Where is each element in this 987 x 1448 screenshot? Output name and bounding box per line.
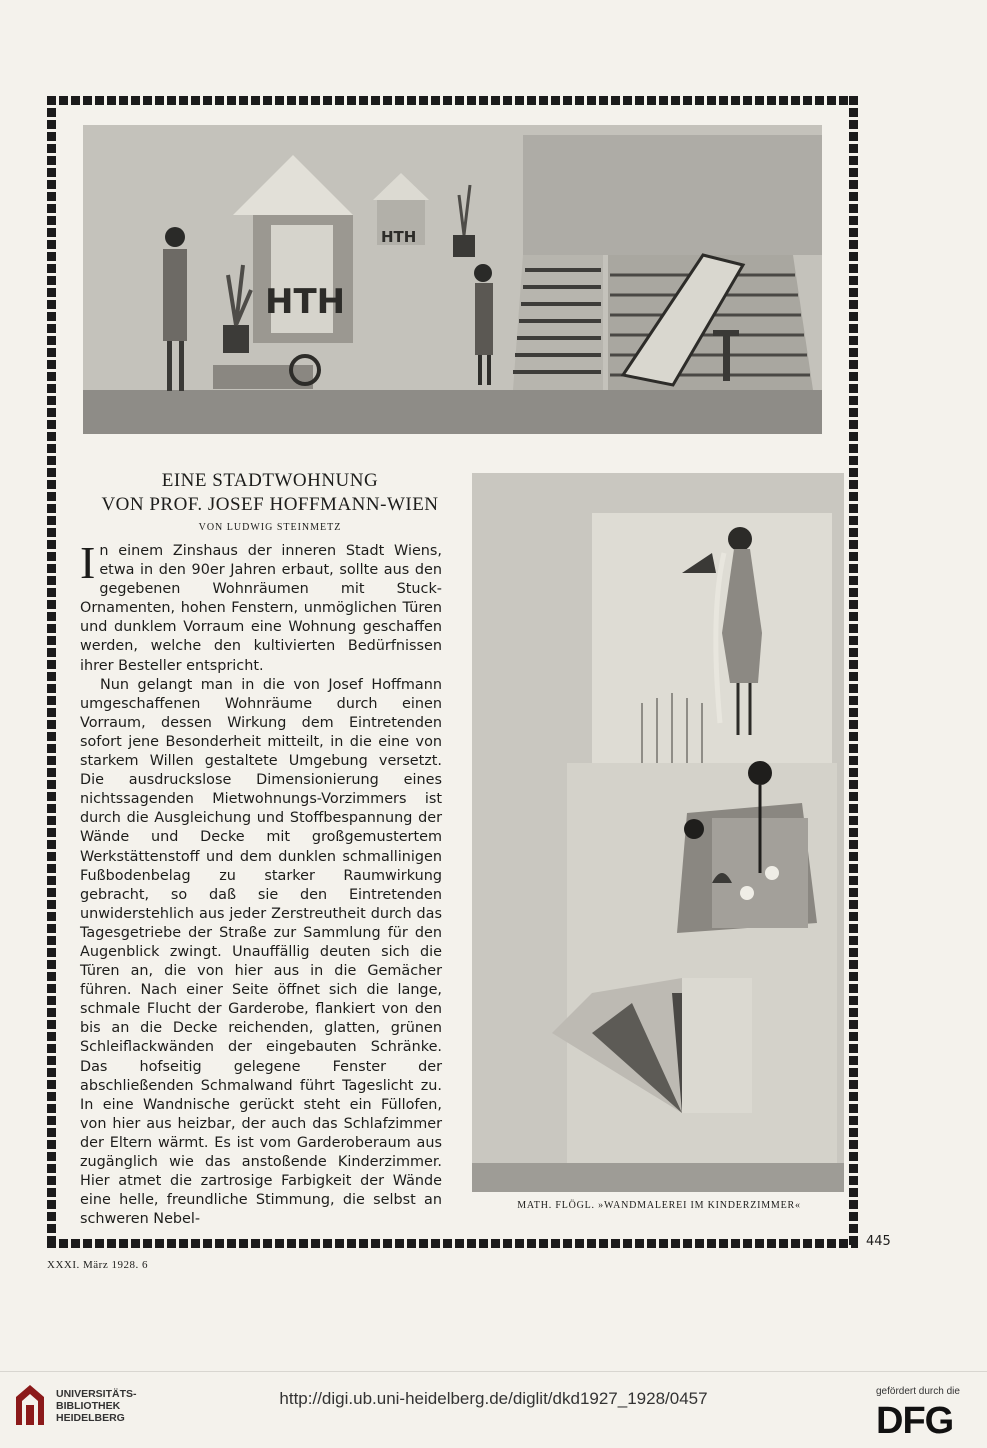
page-number: 445 [866, 1234, 891, 1249]
mural-illustration [83, 125, 822, 434]
dfg-logo: DFG [876, 1400, 954, 1442]
article-byline: VON LUDWIG STEINMETZ [198, 522, 342, 533]
nursery-mural-photo [472, 473, 844, 1192]
mural-monogram-large: HTH [265, 282, 346, 322]
volume-line: XXXI. März 1928. 6 [47, 1259, 148, 1271]
frame-left-border [47, 96, 56, 1248]
frame-top-border [47, 96, 858, 105]
article-body [80, 537, 442, 1229]
frame-bottom-border [47, 1239, 858, 1248]
source-url-link[interactable]: http://digi.ub.uni-heidelberg.de/diglit/dkd1927_1928/0457 [279, 1389, 708, 1408]
article-title-line1: EINE STADTWOHNUNG [161, 470, 379, 491]
nursery-mural-illustration [472, 473, 844, 1192]
mural-monogram-small: HTH [381, 228, 417, 246]
article-paragraph-1 [80, 537, 442, 676]
drop-cap: I [80, 537, 96, 588]
top-mural-photo [83, 125, 822, 434]
article-paragraph-2: Nun gelangt man in die von Josef Hoffmann umgeschaffenen Wohnräume durch einen Vorraum, dessen Wirkung dem Eintretenden sofort jene Besonderheit mitteilt, in die eine von starkem Willen gestaltete Umgebung versetzt. Die ausdruckslose Dimensionierung eines nichtssagenden Mietwohnungs-Vorzimmers ist durch die Ausgleichung und Stoffbespannung der Wände und Decke mit großgemustertem Werkstättenstoff und dem dunklen schmallinigen Fußbodenbelag zu starker Raumwirkung gebracht, so daß sie den Eintretenden unwiderstehlich aus jeder Zerstreutheit durch das Tagesgetriebe der Straße zur Sammlung für den Augenblick zwingt. Unauffällig deuten sich die Türen an, die von hier aus in die Gemächer führen. Nach einer Seite öffnet sich die lange, schmale Flucht der Garderobe, flankiert von den bis an die Decke reichenden, glatten, grünen Schleiflackwänden der eingebauten Schränke. Das hofseitig gelegene Fenster der abschließenden Schmalwand führt Tageslicht zu. In eine Wandnische gerückt steht ein Füllofen, von hier aus heizbar, der auch das Schlafzimmer der Eltern wärmt. Es ist vom Garderoberaum aus zugänglich wie das anstoßende Kinderzimmer. Hier atmet die zartrosige Farbigkeit der Wände eine helle, freundliche Stimmung, die selbst an schweren Nebel- [80, 676, 442, 1228]
paragraph-1-text: n einem Zinshaus der inneren Stadt Wiens, etwa in den 90er Jahren erbaut, sollte aus den gegebenen Wohnräumen mit Stuck-Ornamenten, hohen Fenstern, unmöglichen Türen und dunklem Vorraum eine Wohnung geschaffen werden, welche den kultivierten Bedürfnissen ihrer Besteller entspricht. [80, 543, 442, 674]
article-title-line2: VON PROF. JOSEF HOFFMANN-WIEN [101, 494, 439, 515]
frame-right-border [849, 96, 858, 1248]
photo-caption: MATH. FLÖGL. »WANDMALEREI IM KINDERZIMMER« [517, 1200, 801, 1211]
university-library-name: UNIVERSITÄTS- BIBLIOTHEK HEIDELBERG [56, 1388, 137, 1424]
funding-label: gefördert durch die [876, 1386, 960, 1397]
footer-divider [0, 1371, 987, 1372]
